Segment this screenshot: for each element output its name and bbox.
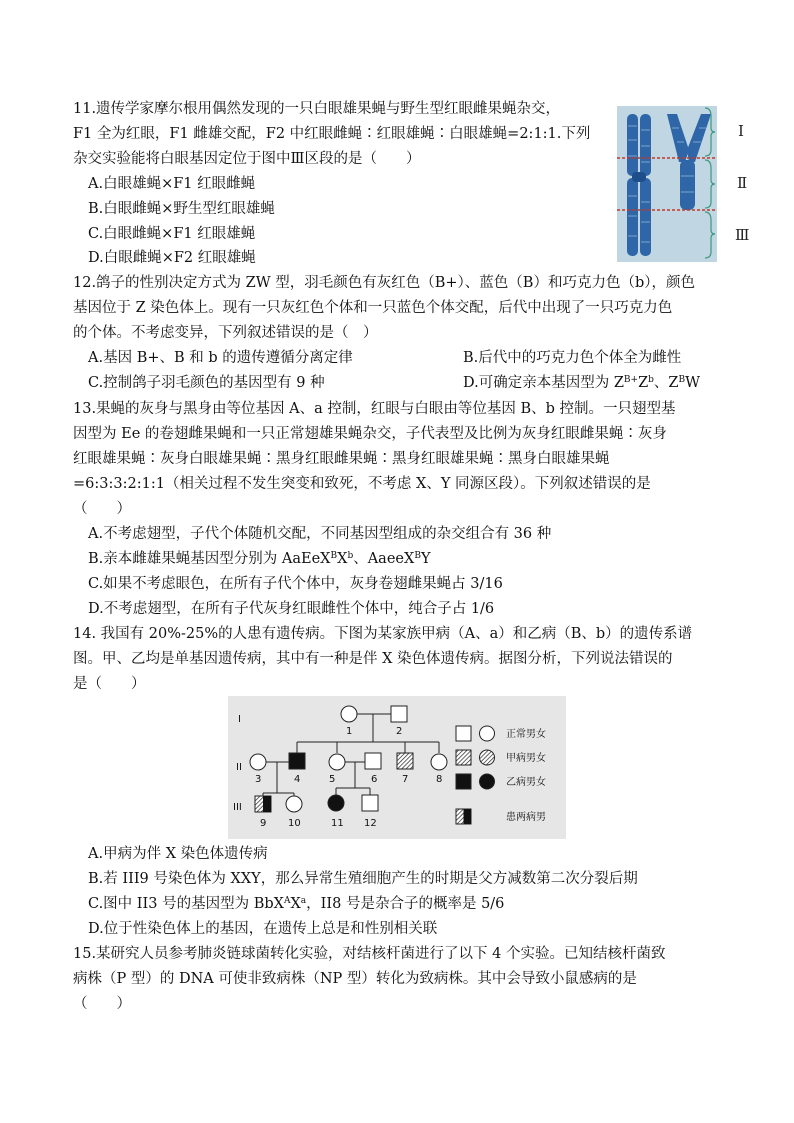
pedigree-ii6-male-normal [365, 753, 381, 769]
legend-label-disease-b: 乙病男女 [506, 777, 546, 788]
q12-option-c[interactable]: C.控制鸽子羽毛颜色的基因型有 9 种 [88, 375, 325, 391]
legend-label-both: 患两病男 [506, 812, 546, 823]
q11-option-a[interactable]: A.白眼雄蝇×F1 红眼雌蝇 [88, 176, 256, 192]
q13-option-b-text: X [337, 551, 348, 567]
q11-line-3: 杂交实验能将白眼基因定位于图中Ⅲ区段的是（ ） [73, 151, 421, 167]
individual-number: 7 [402, 774, 409, 785]
legend-disease-a-male [456, 750, 471, 765]
q12-line-2: 基因位于 Z 染色体上。现有一只灰红色个体和一只蓝色个体交配，后代中出现了一只巧克力色 [73, 300, 673, 316]
individual-number: 5 [329, 774, 336, 785]
individual-number: 6 [371, 774, 378, 785]
q15-line-3: （ ） [73, 996, 131, 1012]
pedigree-ii4-male-disease-b [289, 753, 305, 769]
q12-option-d-text: 、Z [653, 375, 679, 391]
q14-line-2: 图。甲、乙均是单基因遗传病，其中有一种是伴 X 染色体遗传病。据图分析，下列说法错误的 [73, 651, 673, 667]
pedigree-iii11-female-disease-b [328, 795, 344, 811]
q13-line-3: 红眼雄果蝇∶灰身白眼雄果蝇∶黑身红眼雌果蝇∶黑身红眼雄果蝇∶黑身白眼雄果蝇 [73, 451, 610, 467]
legend-disease-a-female [480, 750, 495, 765]
generation-label-2: II [236, 762, 242, 773]
legend-normal-male [456, 726, 471, 741]
q11-line-1: 11.遗传学家摩尔根用偶然发现的一只白眼雄果蝇与野生型红眼雌果蝇杂交， [73, 101, 561, 117]
q13-option-b-text: B.亲本雌雄果蝇基因型分别为 AaEeX [88, 551, 331, 567]
q12-option-a[interactable]: A.基因 B+、B 和 b 的遗传遵循分离定律 [88, 350, 353, 366]
q12-option-b[interactable]: B.后代中的巧克力色个体全为雌性 [463, 350, 682, 366]
pedigree-ii5-female-normal [329, 754, 345, 770]
pedigree-ii3-female-normal [250, 754, 266, 770]
superscript: B [678, 375, 686, 385]
q14-option-c[interactable] [88, 894, 504, 916]
individual-number: 10 [288, 818, 301, 829]
q11-option-d[interactable]: D.白眼雌蝇×F2 红眼雄蝇 [88, 250, 256, 266]
legend-disease-b-male [456, 774, 471, 789]
q11-line-2: F1 全为红眼，F1 雌雄交配，F2 中红眼雌蝇∶红眼雄蝇∶白眼雄蝇=2:1:1.下列 [73, 126, 591, 142]
pedigree-iii12-male-normal [362, 795, 378, 811]
superscript: B [330, 551, 338, 561]
legend-label-disease-a: 甲病男女 [506, 753, 546, 764]
q13-option-b[interactable] [88, 549, 431, 571]
q12-option-d[interactable] [463, 373, 700, 393]
pedigree-ii8-female-normal [431, 754, 447, 770]
q13-option-d[interactable]: D.不考虑翅型，在所有子代灰身红眼雌性个体中，纯合子占 1/6 [88, 601, 495, 617]
q12-option-d-text: Z [638, 375, 649, 391]
q13-option-c[interactable]: C.如果不考虑眼色，在所有子代个体中，灰身卷翅雌果蝇占 3/16 [88, 576, 503, 592]
q12-option-d-text: D.可确定亲本基因型为 Z [463, 375, 624, 391]
individual-number: 2 [396, 726, 403, 737]
q13-line-4: =6:3:3:2:1:1（相关过程不发生突变和致死，不考虑 X、Y 同源区段）。下列叙述错误的是 [73, 476, 651, 492]
individual-number: 1 [346, 726, 353, 737]
region-label-1: Ⅰ [738, 122, 744, 140]
individual-number: 3 [255, 774, 262, 785]
individual-number: 9 [260, 818, 267, 829]
q11-option-c[interactable]: C.白眼雌蝇×F1 红眼雄蝇 [88, 226, 256, 242]
superscript: B [414, 551, 421, 561]
region-label-2: Ⅱ [737, 174, 748, 192]
q14-option-b[interactable]: B.若 III9 号染色体为 XXY，那么异常生殖细胞产生的时期是父方减数第二次分裂后期 [88, 871, 638, 887]
q14-option-a[interactable]: A.甲病为伴 X 染色体遗传病 [88, 846, 268, 862]
q14-option-d[interactable]: D.位于性染色体上的基因，在遗传上总是和性别相关联 [88, 921, 438, 937]
generation-label-3: III [233, 802, 242, 813]
q14-line-3: 是（ ） [73, 676, 146, 692]
superscript: b [648, 375, 654, 385]
superscript: a [300, 896, 307, 906]
q15-line-2: 病株（P 型）的 DNA 可使非致病株（NP 型）转化为致病株。其中会导致小鼠感病的是 [73, 971, 637, 987]
pedigree-chart [228, 696, 566, 839]
q14-option-c-text: X [290, 896, 301, 912]
q12-line-3: 的个体。不考虑变异，下列叙述错误的是（ ） [73, 325, 378, 341]
superscript: B+ [623, 375, 639, 385]
individual-number: 8 [436, 774, 443, 785]
q13-option-a[interactable]: A.不考虑翅型，子代个体随机交配，不同基因型组成的杂交组合有 36 种 [88, 526, 552, 542]
q13-option-b-text: Y [420, 551, 431, 567]
q12-line-1: 12.鸽子的性别决定方式为 ZW 型，羽毛颜色有灰红色（B+）、蓝色（B）和巧克力色（b），颜色 [73, 275, 695, 291]
pedigree-ii7-male-disease-a [397, 753, 413, 769]
pedigree-i2-male-normal [391, 706, 407, 722]
legend-normal-female [480, 726, 495, 741]
q11-option-b[interactable]: B.白眼雌蝇×野生型红眼雄蝇 [88, 201, 275, 217]
q13-option-b-text: 、AaeeX [353, 551, 415, 567]
q13-line-2: 因型为 Ee 的卷翅雌果蝇和一只正常翅雄果蝇杂交，子代表型及比例为灰身红眼雌果蝇∶灰身 [73, 426, 667, 442]
individual-number: 12 [364, 818, 377, 829]
q13-line-1: 13.果蝇的灰身与黑身由等位基因 A、a 控制，红眼与白眼由等位基因 B、b 控制。一只翅型基 [73, 401, 676, 417]
q12-option-d-text: W [685, 375, 701, 391]
legend-both-diseases-male [456, 809, 471, 824]
xy-chromosome-figure [617, 106, 717, 262]
q14-option-c-text: ，II8 号是杂合子的概率是 5/6 [306, 896, 505, 912]
individual-number: 11 [331, 818, 344, 829]
legend-label-normal: 正常男女 [506, 729, 546, 740]
generation-label-1: I [238, 714, 241, 725]
superscript: b [347, 551, 354, 561]
individual-number: 4 [294, 774, 301, 785]
superscript: A [283, 896, 291, 906]
q13-line-5: （ ） [73, 501, 131, 517]
q15-line-1: 15.某研究人员参考肺炎链球菌转化实验，对结核杆菌进行了以下 4 个实验。已知结核杆菌致 [73, 946, 666, 962]
q14-option-c-text: C.图中 II3 号的基因型为 BbX [88, 896, 284, 912]
q14-line-1: 14. 我国有 20%-25%的人患有遗传病。下图为某家族甲病（A、a）和乙病（B、b）的遗传系谱 [73, 626, 693, 642]
pedigree-iii10-female-normal [286, 796, 302, 812]
legend-disease-b-female [480, 774, 495, 789]
pedigree-i1-female-normal [341, 706, 357, 722]
pedigree-iii9-male-both-diseases [255, 796, 271, 812]
region-label-3: Ⅲ [735, 226, 750, 244]
